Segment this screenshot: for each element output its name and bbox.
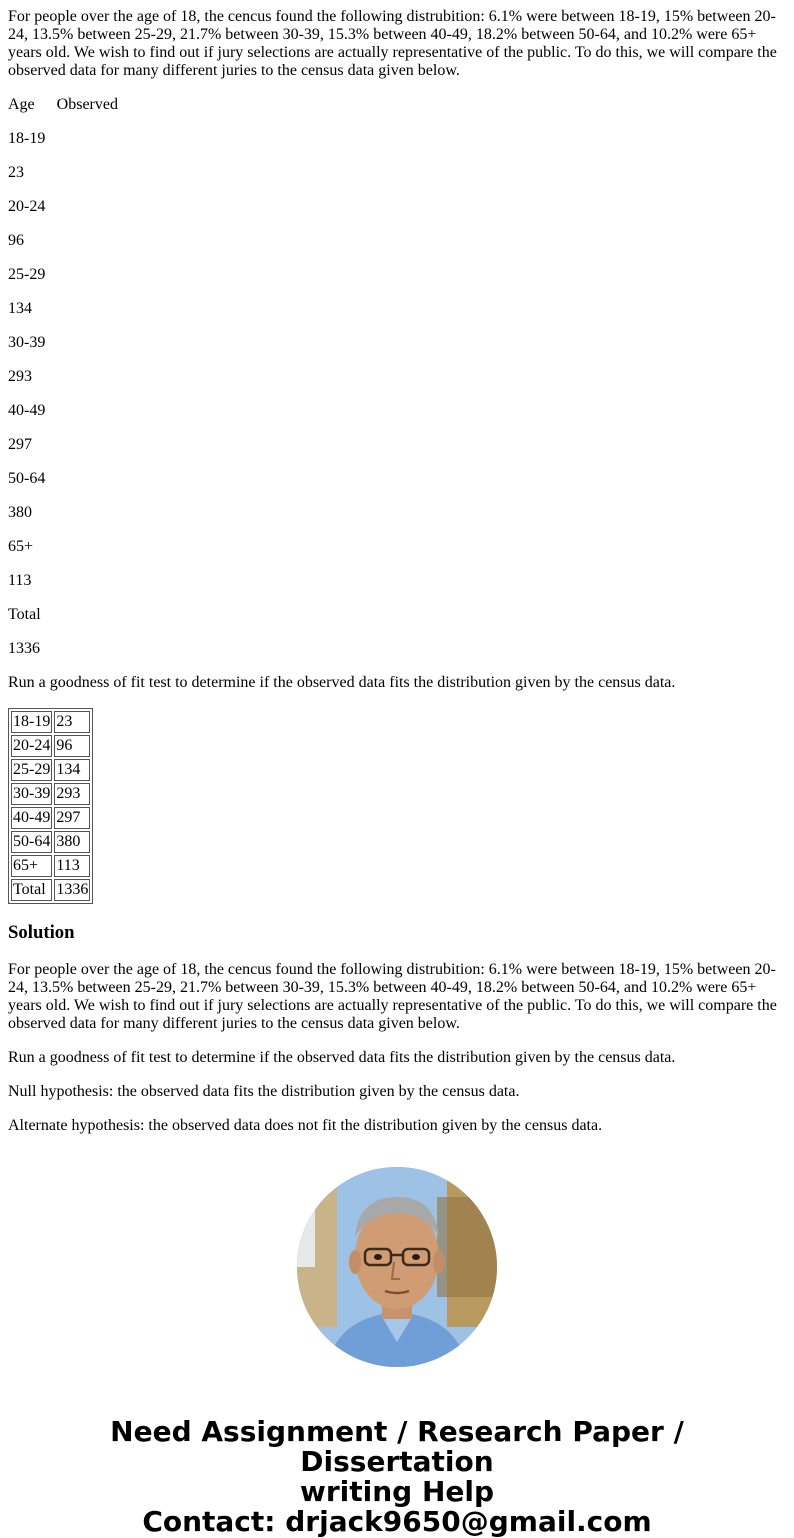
- table-row: [11, 711, 90, 733]
- null-hypothesis: Null hypothesis: the observed data fits the distribution given by the census data.: [8, 1083, 520, 1100]
- table-row: [11, 759, 90, 781]
- age-cell: 50-64: [11, 831, 52, 853]
- observed-cell: 1336: [54, 879, 90, 901]
- header-age: Age: [8, 96, 35, 113]
- data-line: 134: [8, 300, 32, 317]
- data-line: 40-49: [8, 402, 46, 419]
- observed-cell: 134: [54, 759, 90, 781]
- promo-banner: [8, 1417, 786, 1537]
- data-lines: [8, 130, 786, 658]
- observed-cell: 23: [54, 711, 90, 733]
- data-line: 1336: [8, 640, 40, 657]
- promo-contact: Contact: drjack9650@gmail.com: [142, 1505, 652, 1538]
- observed-cell: 96: [54, 735, 90, 757]
- question-intro: For people over the age of 18, the cencus found the following distrubition: 6.1% were between 18-19, 15% between 20-24, 13.5% between 25-29, 21.7% between 30-39, 15.3% between 40-49, 18.2% between 50-64, and 10.2% were 65+ years old. We wish to find out if jury selections are actually representative of the public. To do this, we will compare the observed data for many different juries to the census data given below.: [8, 8, 777, 79]
- data-line: 65+: [8, 538, 34, 555]
- table-row: [11, 855, 90, 877]
- age-cell: 25-29: [11, 759, 52, 781]
- table-row: [11, 879, 90, 901]
- data-line: 30-39: [8, 334, 46, 351]
- avatar: [297, 1167, 497, 1367]
- data-line: 23: [8, 164, 24, 181]
- data-line: 50-64: [8, 470, 46, 487]
- data-line: 297: [8, 436, 32, 453]
- observed-cell: 113: [54, 855, 90, 877]
- avatar-container: [8, 1167, 786, 1367]
- observed-cell: 380: [54, 831, 90, 853]
- data-table: [8, 708, 93, 904]
- column-headers: [8, 96, 786, 114]
- age-cell: 20-24: [11, 735, 52, 757]
- age-cell: Total: [11, 879, 52, 901]
- age-cell: 30-39: [11, 783, 52, 805]
- solution-intro: For people over the age of 18, the cencus found the following distrubition: 6.1% were between 18-19, 15% between 20-24, 13.5% between 25-29, 21.7% between 30-39, 15.3% between 40-49, 18.2% between 50-64, and 10.2% were 65+ years old. We wish to find out if jury selections are actually representative of the public. To do this, we will compare the observed data for many different juries to the census data given below.: [8, 961, 777, 1032]
- data-line: 18-19: [8, 130, 46, 147]
- promo-line-2: writing Help: [299, 1475, 495, 1508]
- solution-heading: Solution: [8, 922, 75, 943]
- question-task: Run a goodness of fit test to determine if the observed data fits the distribution given by the census data.: [8, 674, 676, 691]
- age-cell: 65+: [11, 855, 52, 877]
- table-row: [11, 735, 90, 757]
- observed-cell: 297: [54, 807, 90, 829]
- data-line: 293: [8, 368, 32, 385]
- age-cell: 18-19: [11, 711, 52, 733]
- solution-task: Run a goodness of fit test to determine if the observed data fits the distribution given by the census data.: [8, 1049, 676, 1066]
- data-line: 20-24: [8, 198, 46, 215]
- data-line: 96: [8, 232, 24, 249]
- data-line: 113: [8, 572, 32, 589]
- table-row: [11, 807, 90, 829]
- age-cell: 40-49: [11, 807, 52, 829]
- table-row: [11, 831, 90, 853]
- promo-line-1: Need Assignment / Research Paper / Dissertation: [110, 1415, 684, 1478]
- portrait-illustration: [297, 1167, 497, 1367]
- header-observed: Observed: [56, 96, 118, 113]
- data-line: 380: [8, 504, 32, 521]
- table-row: [11, 783, 90, 805]
- alt-hypothesis: Alternate hypothesis: the observed data does not fit the distribution given by the census data.: [8, 1117, 603, 1134]
- observed-cell: 293: [54, 783, 90, 805]
- data-line: 25-29: [8, 266, 46, 283]
- data-line: Total: [8, 606, 41, 623]
